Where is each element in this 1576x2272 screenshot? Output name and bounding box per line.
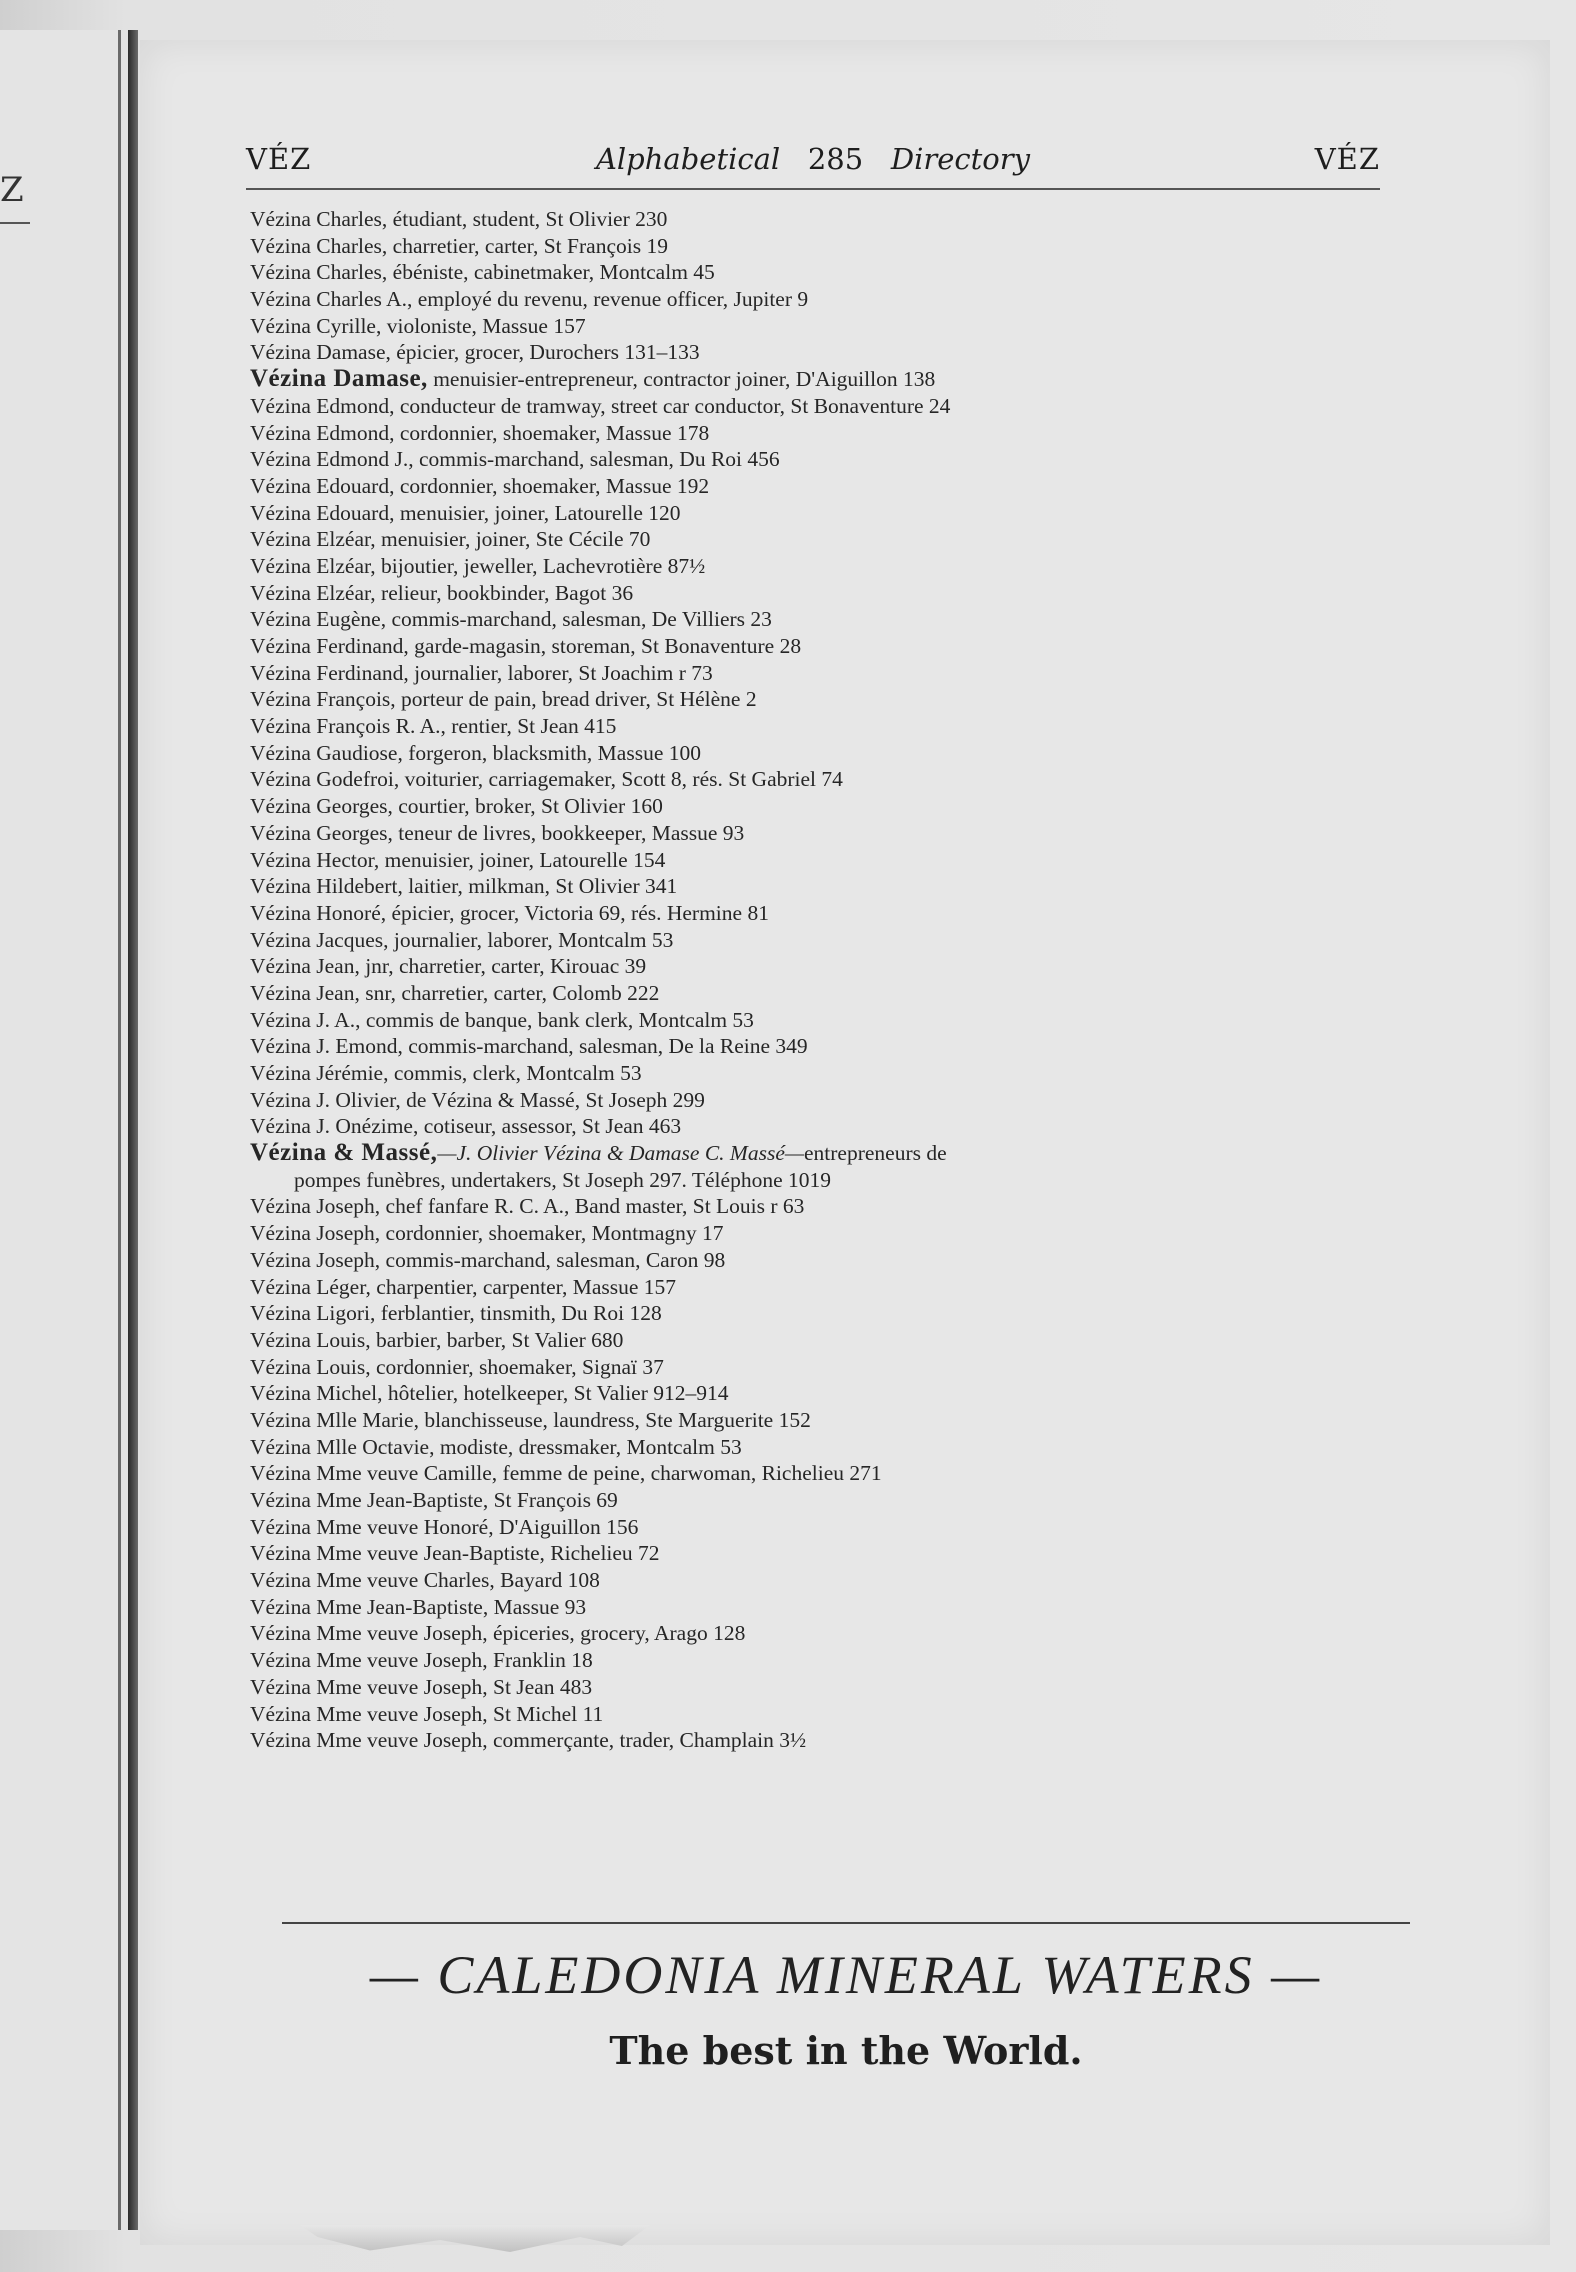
advert-rule (282, 1922, 1410, 1924)
book-spine (128, 30, 138, 2230)
directory-entry: Vézina Edmond, cordonnier, shoemaker, Massue 178 (250, 420, 710, 445)
directory-entry: Vézina Elzéar, menuisier, joiner, Ste Cécile 70 (250, 527, 651, 552)
directory-entry: Vézina Ferdinand, journalier, laborer, St Joachim r 73 (250, 660, 713, 685)
directory-entry: Vézina Damase, épicier, grocer, Durochers 131–133 (250, 340, 700, 365)
featured-details: menuisier-entrepreneur, contractor joiner, D'Aiguillon 138 (427, 367, 936, 392)
directory-entry: Vézina Jérémie, commis, clerk, Montcalm 53 (250, 1061, 642, 1085)
featured-name: Vézina Damase, (250, 365, 428, 393)
advert-headline: — CALEDONIA MINERAL WATERS — (369, 1945, 1323, 2005)
directory-entry: Vézina J. A., commis de banque, bank clerk, Montcalm 53 (250, 1007, 754, 1032)
directory-entry: Vézina Joseph, commis-marchand, salesman, Caron 98 (250, 1247, 726, 1272)
directory-entry: Vézina Mme veuve Joseph, St Michel 11 (250, 1701, 604, 1726)
header-right-guide: VÉZ (1314, 142, 1380, 176)
directory-entry: Vézina Charles, étudiant, student, St Olivier 230 (250, 207, 668, 231)
directory-entry: Vézina J. Olivier, de Vézina & Massé, St Joseph 299 (250, 1087, 705, 1112)
directory-entry: Vézina Godefroi, voiturier, carriagemaker, Scott 8, rés. St Gabriel 74 (250, 767, 843, 792)
directory-entry: Vézina Jacques, journalier, laborer, Montcalm 53 (250, 927, 674, 952)
directory-entry: Vézina Mlle Octavie, modiste, dressmaker, Montcalm 53 (250, 1434, 742, 1459)
directory-entry: Vézina Georges, courtier, broker, St Olivier 160 (250, 794, 663, 819)
directory-entry-featured (250, 366, 1400, 393)
firm-description: entrepreneurs de (803, 1141, 947, 1166)
advert-tagline: The best in the World. (609, 2028, 1083, 2073)
directory-entry: Vézina Mme veuve Joseph, St Jean 483 (250, 1674, 593, 1699)
header-title-word1: Alphabetical (595, 142, 781, 176)
directory-entry: Vézina Joseph, cordonnier, shoemaker, Montmagny 17 (250, 1221, 724, 1246)
directory-entry: Vézina Eugène, commis-marchand, salesman, De Villiers 23 (250, 607, 772, 632)
directory-entries (250, 206, 1400, 1754)
directory-entry: Vézina Elzéar, relieur, bookbinder, Bagot 36 (250, 580, 634, 605)
directory-entry: Vézina Edmond, conducteur de tramway, street car conductor, St Bonaventure 24 (250, 393, 951, 418)
directory-entry: Vézina Mme veuve Joseph, épiceries, grocery, Arago 128 (250, 1621, 746, 1646)
directory-entry: Vézina Cyrille, violoniste, Massue 157 (250, 313, 586, 338)
directory-entry: Vézina Elzéar, bijoutier, jeweller, Lachevrotière 87½ (250, 553, 706, 578)
directory-entry: Vézina Edouard, menuisier, joiner, Latourelle 120 (250, 500, 681, 525)
directory-entry: Vézina Mme Jean-Baptiste, Massue 93 (250, 1594, 587, 1619)
header-left-guide: VÉZ (246, 142, 312, 176)
directory-entry: Vézina Honoré, épicier, grocer, Victoria 69, rés. Hermine 81 (250, 900, 769, 925)
directory-entry: Vézina Mme veuve Camille, femme de peine, charwoman, Richelieu 271 (250, 1461, 882, 1486)
directory-entry: Vézina Mme veuve Charles, Bayard 108 (250, 1568, 600, 1593)
directory-entry: Vézina J. Onézime, cotiseur, assessor, St Jean 463 (250, 1114, 682, 1139)
page-header (246, 142, 1380, 186)
directory-entry: Vézina Joseph, chef fanfare R. C. A., Band master, St Louis r 63 (250, 1194, 805, 1219)
directory-entry: Vézina Gaudiose, forgeron, blacksmith, Massue 100 (250, 740, 701, 765)
firm-partners: —J. Olivier Vézina & Damase C. Massé— (437, 1141, 804, 1166)
directory-entry: Vézina Ligori, ferblantier, tinsmith, Du Roi 128 (250, 1301, 662, 1326)
directory-entry: Vézina Hildebert, laitier, milkman, St Olivier 341 (250, 874, 678, 899)
directory-entry: Vézina Michel, hôtelier, hotelkeeper, St Valier 912–914 (250, 1381, 729, 1406)
directory-entry: Vézina Mme Jean-Baptiste, St François 69 (250, 1488, 618, 1513)
directory-entry: Vézina Charles A., employé du revenu, revenue officer, Jupiter 9 (250, 287, 809, 312)
header-rule (246, 188, 1380, 190)
directory-entry: Vézina Mme veuve Joseph, commerçante, trader, Champlain 3½ (250, 1728, 807, 1753)
previous-page-rule (0, 222, 30, 224)
firm-entry (250, 1140, 1400, 1193)
directory-entry: Vézina Georges, teneur de livres, bookkeeper, Massue 93 (250, 820, 745, 845)
directory-entry: Vézina Edouard, cordonnier, shoemaker, Massue 192 (250, 473, 710, 498)
header-title-word2: Directory (890, 142, 1031, 176)
directory-entry: Vézina Edmond J., commis-marchand, salesman, Du Roi 456 (250, 447, 780, 472)
directory-entry: Vézina Ferdinand, garde-magasin, storeman, St Bonaventure 28 (250, 634, 802, 658)
header-title (246, 142, 1380, 176)
directory-entry: Vézina Mme veuve Joseph, Franklin 18 (250, 1648, 593, 1673)
directory-entry: Vézina Mlle Marie, blanchisseuse, laundress, Ste Marguerite 152 (250, 1407, 811, 1432)
firm-name: Vézina & Massé, (250, 1139, 438, 1167)
directory-entry: Vézina Louis, cordonnier, shoemaker, Signaï 37 (250, 1354, 664, 1379)
directory-entry: Vézina Charles, ébéniste, cabinetmaker, Montcalm 45 (250, 260, 715, 285)
directory-entry: Vézina François R. A., rentier, St Jean 415 (250, 714, 617, 739)
directory-entry: Vézina Mme veuve Jean-Baptiste, Richelieu 72 (250, 1541, 660, 1566)
directory-entry: Vézina Jean, snr, charretier, carter, Colomb 222 (250, 980, 660, 1005)
previous-page-edge (0, 30, 121, 2230)
previous-page-header-fragment: Z (0, 170, 24, 210)
directory-entry: Vézina J. Emond, commis-marchand, salesman, De la Reine 349 (250, 1034, 808, 1059)
directory-entry: Vézina Louis, barbier, barber, St Valier 680 (250, 1327, 624, 1352)
directory-entry: Vézina Mme veuve Honoré, D'Aiguillon 156 (250, 1514, 639, 1539)
directory-entry: Vézina Hector, menuisier, joiner, Latourelle 154 (250, 847, 666, 872)
directory-entry: Vézina Léger, charpentier, carpenter, Massue 157 (250, 1274, 677, 1299)
directory-entry: Vézina François, porteur de pain, bread driver, St Hélène 2 (250, 687, 757, 712)
directory-entry: Vézina Charles, charretier, carter, St François 19 (250, 233, 668, 258)
directory-entry: Vézina Jean, jnr, charretier, carter, Kirouac 39 (250, 954, 647, 979)
firm-continuation: pompes funèbres, undertakers, St Joseph 297. Téléphone 1019 (294, 1167, 831, 1192)
page-number: 285 (807, 142, 864, 176)
